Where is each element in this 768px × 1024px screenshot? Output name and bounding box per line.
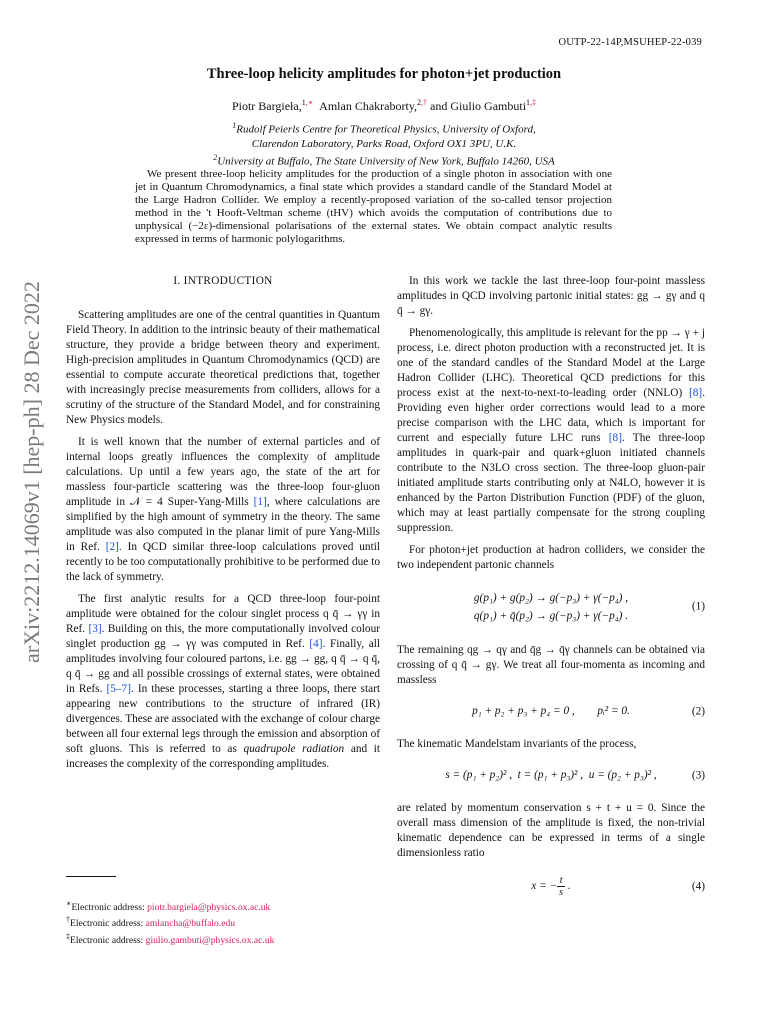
equation-1: g(p₁) + g(p₂) → g(−p₃) + γ(−p₄) , q(p₁) + q̄(p₂) → g(−p₃) + γ(−p₄) . (1) [473,592,705,622]
equation-3: s = (p₁ + p₂)² , t = (p₁ + p₃)² , u = (p₂ + p₃)² , (3) [445,769,705,781]
footnote-marker[interactable]: † [423,98,428,107]
paragraph: It is well known that the number of external particles and of internal loops greatly influences the complexity of amplitude calculations. Up until a few years ago, the state of the art for massless four-particle scattering was the three-loop four-gluon amplitude in 𝒩 = 4 Super-Yang-Mills [1], where calculations are simplified by the high amount of symmetry in the theory. The same amplitude was also computed in the planar limit of pure Yang-Mills in Ref. [2]. In QCD similar three-loop calculations proved until recently to be too computationally prohibitive to be performed due to the lack of symmetry. [66,436,381,583]
paragraph: The first analytic results for a QCD three-loop four-point amplitude were obtained for the colour singlet process q q̄ → γγ in Ref. [3]. Building on this, the more computationally involved colour singlet production gg → γγ was computed in Ref. [4]. Finally, all amplitudes involving four coloured partons, i.e. gg → gg, q q̄ → q q̄, q q̄ → gg and all possible crossings of external states, were obtained in Refs. [5–7]. In these processes, starting a three loops, there start appearing new contributions to the structure of infrared (IR) divergences. These are associated with the exchange of colour charge between all four external legs through the emission and absorption of soft gluons. This is referred to as quadrupole radiation and it increases the complexity of the corresponding amplitudes. [66,593,381,770]
arxiv-stamp: arXiv:2212.14069v1 [hep-ph] 28 Dec 2022 [19,281,44,663]
section-heading: I. INTRODUCTION [173,275,273,287]
equation-number: (1) [691,600,705,613]
paragraph: are related by momentum conservation s + t + u = 0. Since the overall mass dimension of the amplitude is fixed, the non-trivial kinematic dependence can be expressed in terms of a single dimensionless ratio [397,802,705,859]
footnote: ∗Electronic address: piotr.bargiela@physics.ox.ac.uk [66,899,271,914]
footnote: †Electronic address: amlancha@buffalo.edu [66,915,236,930]
citation-link[interactable]: [8] [608,432,622,444]
equation-4: x = − $\frac{t}{s}$ . (4) [531,875,705,898]
equation-number: (2) [691,705,705,717]
left-column [66,274,380,779]
right-column [397,274,705,910]
author-name: Amlan Chakraborty, [319,99,418,113]
paragraph: Scattering amplitudes are one of the central quantities in Quantum Field Theory. In addition to the intrinsic beauty of their mathematical structure, they provide a bridge between theory and experiment. High-precision amplitudes in Quantum Chromodynamics (QCD) are essential to compute accurate theoretical predictions that, together with increasingly precise measurements from colliders, allows for a scrutiny of the structure of the Standard Model, and for constraining New Physics models. [66,309,380,426]
affiliation-line: $^2$University at Buffalo, The State University of New York, Buffalo 14260, USA [213,152,555,168]
citation-link[interactable]: [5–7] [106,683,131,695]
author-list: Piotr Bargieła,$^{1,∗}$ Amlan Chakraborty,$^{2,\dagger}$ and Giulio Gambuti$^{1,\ddagger}$ [231,98,537,113]
footnote: ‡Electronic address: giulio.gambuti@physics.ox.ac.uk [66,931,275,947]
email-link[interactable]: amlancha@buffalo.edu [145,918,236,930]
equation-number: (3) [691,769,705,781]
email-link[interactable]: giulio.gambuti@physics.ox.ac.uk [145,935,275,947]
affiliation-line: Clarendon Laboratory, Parks Road, Oxford OX1 3PU, U.K. [251,137,517,150]
affiliation-line: $^1$Rudolf Peierls Centre for Theoretical Physics, University of Oxford, [232,121,536,136]
affiliation-marker: 1 [301,98,306,107]
citation-link[interactable]: [1] [253,496,267,508]
equation-number: (4) [691,880,705,892]
footnote-divider [66,876,116,877]
author-name: Giulio Gambuti [450,99,527,113]
footnote-marker[interactable]: ‡ [532,98,537,107]
authors-conjunction: and [430,99,448,113]
affiliations [0,119,768,168]
citation-link[interactable]: [2] [105,541,119,553]
author-name: Piotr Bargieła, [231,99,302,113]
citation-link[interactable]: [3] [88,623,102,635]
affiliation-marker: 1 [526,98,531,107]
fraction: $\frac{t}{s}$ [559,875,564,898]
paper-title: Three-loop helicity amplitudes for photon+jet production [206,66,562,82]
email-link[interactable]: piotr.bargiela@physics.ox.ac.uk [147,902,271,914]
report-number: OUTP-22-14P,MSUHEP-22-039 [558,37,702,48]
affiliation-marker: 2 [417,98,422,107]
paragraph: The kinematic Mandelstam invariants of the process, [397,738,637,750]
footnotes [66,898,386,947]
abstract: We present three-loop helicity amplitudes for the production of a single photon in association with one jet in Quantum Chromodynamics, a final state which provides a standard candle of the Standard Model at the Large Hadron Collider. We employ a recently-proposed variation of the so-called tensor projection method in the 't Hooft-Veltman scheme (tHV) which avoids the computation of contributions due to unphysical (−2ε)-dimensional polarisations of the external states. We obtain compact analytic results expressed in terms of harmonic polylogarithms. [135,168,612,246]
equation-2: p₁ + p₂ + p₃ + p₄ = 0 , pᵢ² = 0. (2) [472,705,705,717]
citation-link[interactable]: [8] [689,387,703,399]
paragraph: In this work we tackle the last three-loop four-point massless amplitudes in QCD involving partonic initial states: gg → gγ and q q̄ → gγ. [397,275,705,317]
footnote-marker[interactable]: ∗ [307,98,314,107]
paragraph: The remaining qg → qγ and q̄g → q̄γ channels can be obtained via crossing of q q̄ → gγ. We treat all four-momenta as incoming and massless [397,644,705,686]
paragraph: Phenomenologically, this amplitude is relevant for the pp → γ + j process, i.e. direct photon production with a reconstructed jet. It is one of the standard candles of the Standard Model at the Large Hadron Collider (LHC). Theoretical QCD predictions for this process exist at the next-to-next-to-leading order (NNLO) [8]. Providing even higher order corrections would lead to a more precise comparison with the LHC data, which is important for current and especially future LHC runs [8]. The three-loop amplitudes in quark-pair and quark+gluon initiated channels contribute to the N3LO cross section. The three-loop gluon-pair initiated amplitude starts contributing only at N4LO, however it is enhanced by the Parton Distribution Function (PDF) of the gluon, which may at least partially compensate for the strong coupling suppression. [397,327,706,534]
citation-link[interactable]: [4] [309,638,323,650]
paragraph: For photon+jet production at hadron colliders, we consider the two independent partonic channels [397,544,705,571]
